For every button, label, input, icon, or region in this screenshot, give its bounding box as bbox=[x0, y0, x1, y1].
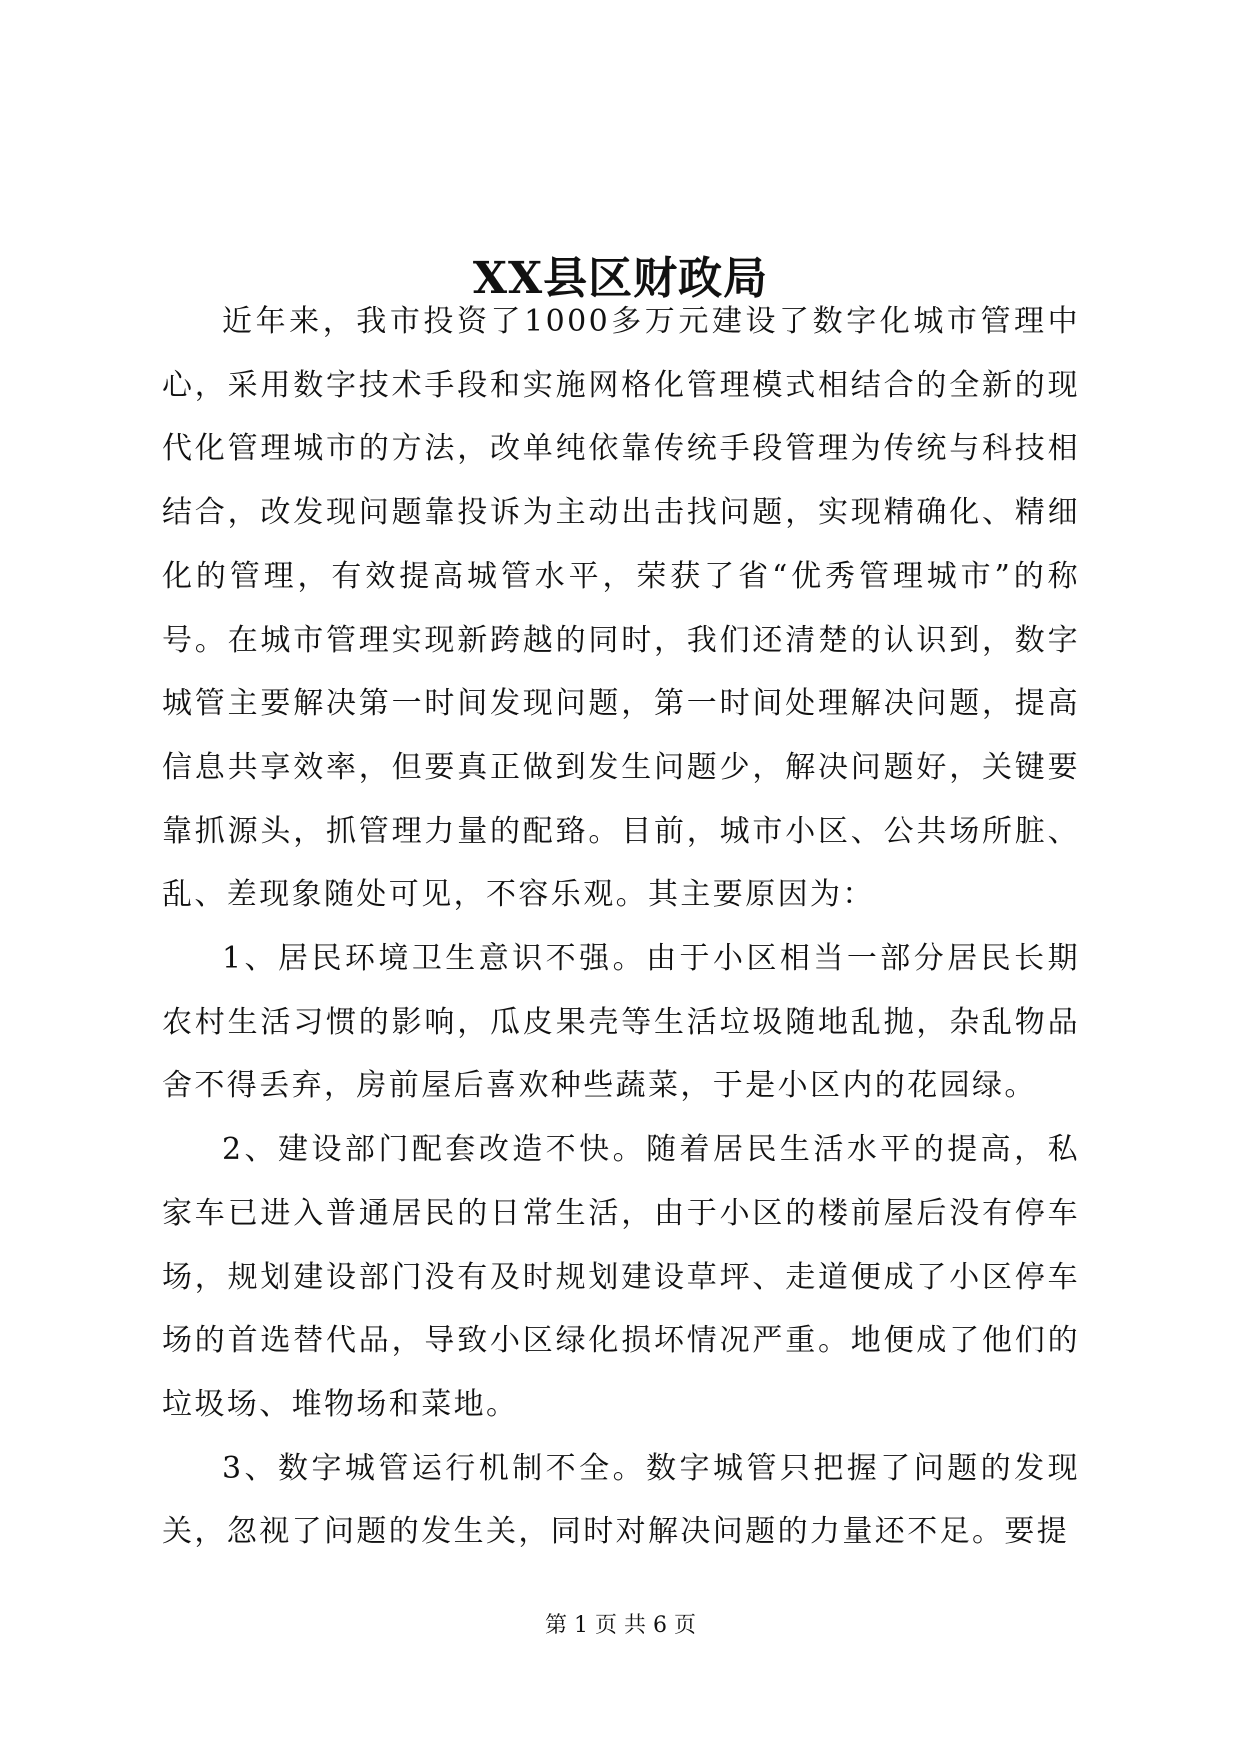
paragraph-reason-1: 1、居民环境卫生意识不强。由于小区相当一部分居民长期农村生活习惯的影响，瓜皮果壳等生活垃圾随地乱抛，杂乱物品舍不得丢弃，房前屋后喜欢种些蔬菜，于是小区内的花园绿。 bbox=[162, 941, 1080, 1104]
page-footer: 第 1 页 共 6 页 bbox=[545, 1613, 696, 1638]
document-title: XX县区财政局 bbox=[472, 253, 769, 305]
paragraph-reason-3: 3、数字城管运行机制不全。数字城管只把握了问题的发现关，忽视了问题的发生关，同时对解决问题的力量还不足。要提 bbox=[162, 1450, 1080, 1550]
paragraph-reason-2: 2、建设部门配套改造不快。随着居民生活水平的提高，私家车已进入普通居民的日常生活，由于小区的楼前屋后没有停车场，规划建设部门没有及时规划建设草坪、走道便成了小区停车场的首选替代品，导致小区绿化损坏情况严重。地便成了他们的垃圾场、堆物场和菜地。 bbox=[162, 1132, 1080, 1422]
document-body bbox=[162, 290, 1080, 1564]
paragraph-intro: 近年来，我市投资了1000多万元建设了数字化城市管理中心，采用数字技术手段和实施网格化管理模式相结合的全新的现代化管理城市的方法，改单纯依靠传统手段管理为传统与科技相结合，改发现问题靠投诉为主动出击找问题，实现精确化、精细化的管理，有效提高城管水平，荣获了省“优秀管理城市”的称号。在城市管理实现新跨越的同时，我们还清楚的认识到，数字城管主要解决第一时间发现问题，第一时间处理解决问题，提高信息共享效率，但要真正做到发生问题少，解决问题好，关键要靠抓源头，抓管理力量的配臵。目前，城市小区、公共场所脏、乱、差现象随处可见，不容乐观。其主要原因为： bbox=[162, 304, 1080, 913]
